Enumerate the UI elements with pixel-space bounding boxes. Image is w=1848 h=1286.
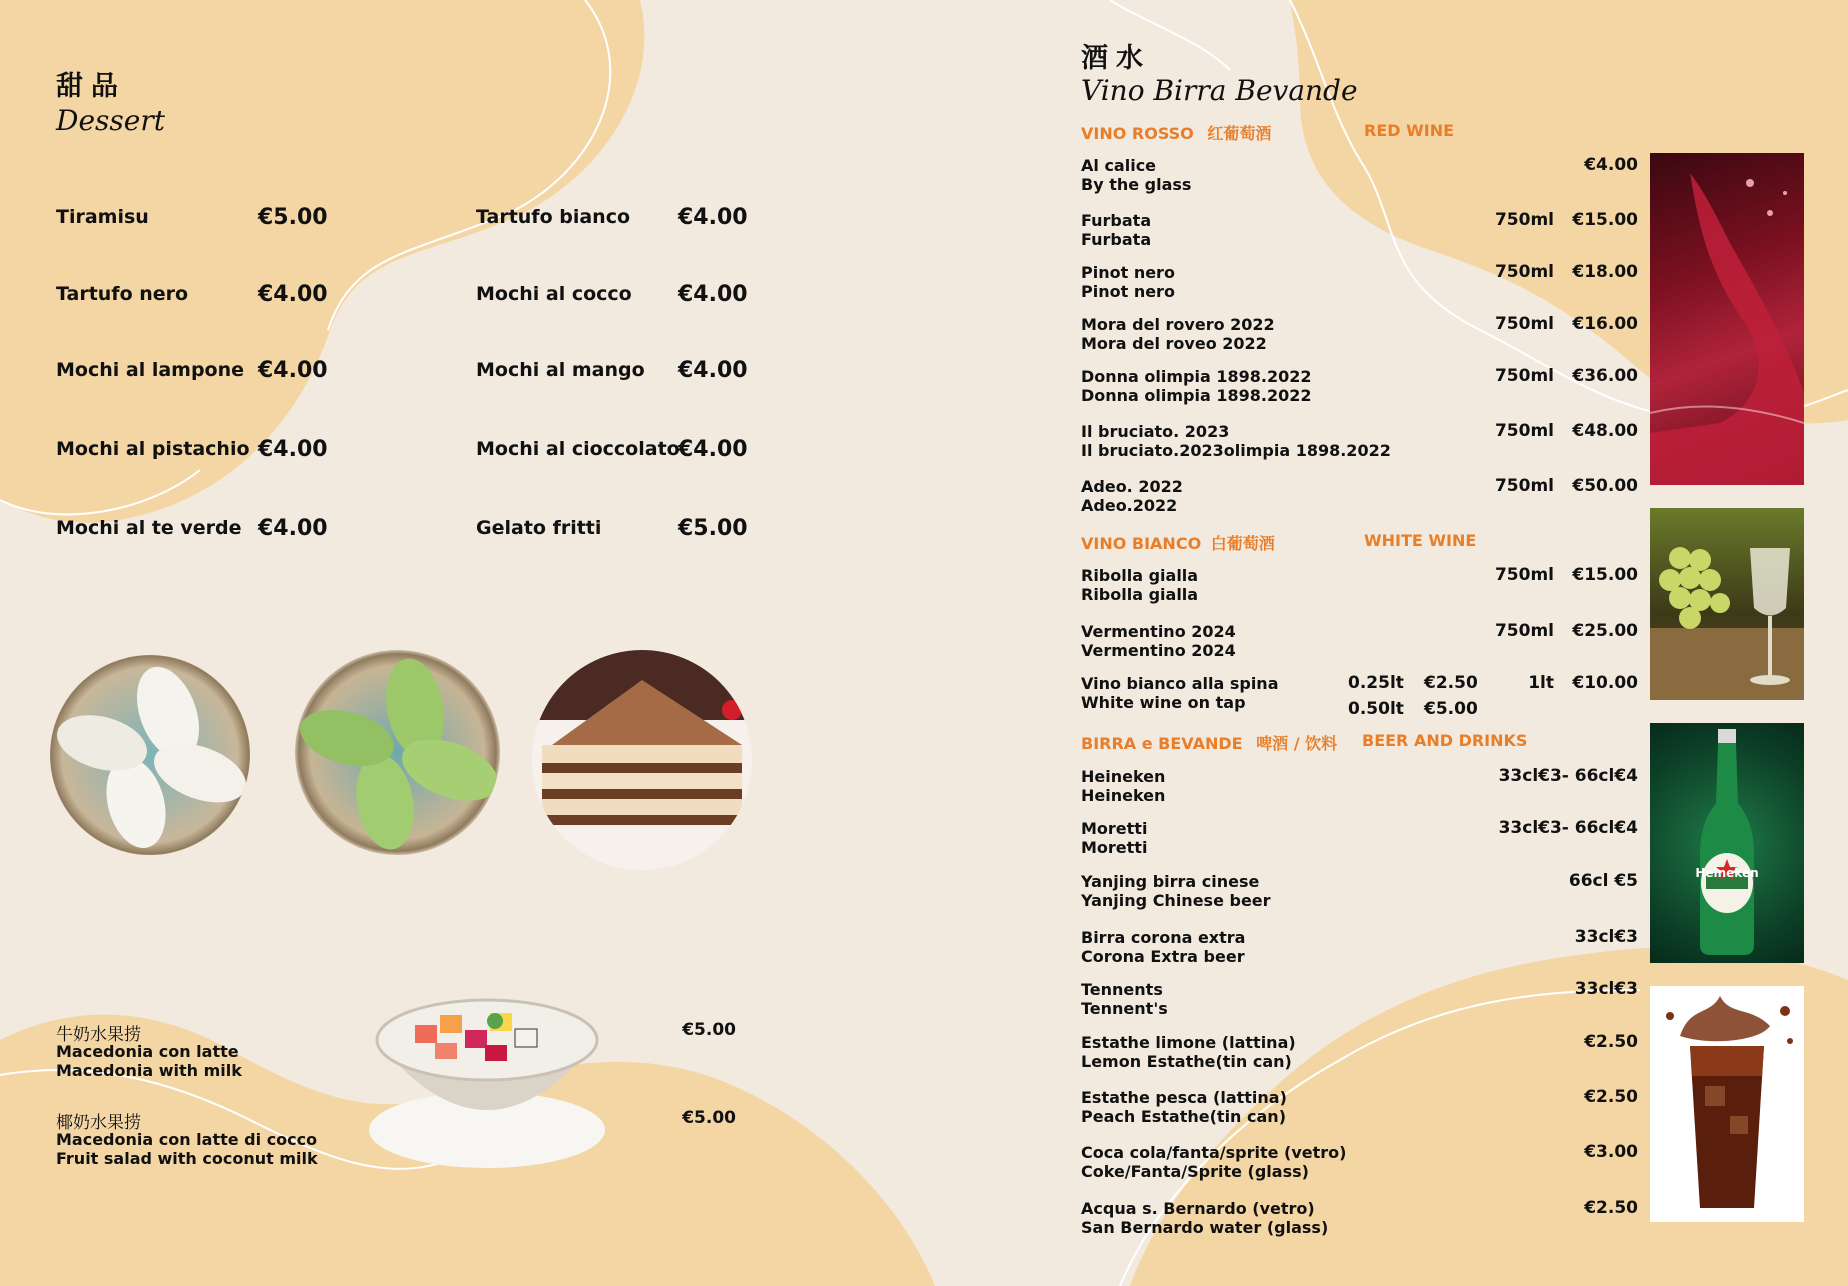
beer-label-en: BEER AND DRINKS	[1362, 731, 1528, 750]
red-wine-label-en: RED WINE	[1364, 121, 1455, 140]
drink-subname: Coke/Fanta/Sprite (glass)	[1081, 1162, 1309, 1181]
mochi-white-icon	[50, 655, 250, 855]
dessert-item-name: Mochi al pistachio	[56, 438, 250, 460]
drink-size: 750ml	[1494, 476, 1554, 496]
drink-name: Adeo. 2022	[1081, 477, 1183, 496]
dessert-item-price: €4.00	[258, 282, 328, 307]
fruit-bowl-icon	[365, 985, 610, 1170]
drink-price: 33cl€3- 66cl€4	[1498, 766, 1638, 786]
drink-subname: Tennent's	[1081, 999, 1168, 1018]
dessert-item-price: €4.00	[678, 282, 748, 307]
drink-price: 33cl€3	[1574, 927, 1638, 947]
drink-price: €2.50	[1584, 1198, 1638, 1218]
mochi-white-photo	[50, 655, 250, 855]
drink-name: Estathe pesca (lattina)	[1081, 1088, 1287, 1107]
drink-subname: Ribolla gialla	[1081, 585, 1199, 604]
drink-price: €15.00	[1572, 210, 1638, 230]
white-wine-label-en: WHITE WINE	[1364, 531, 1477, 550]
macedonia-milk-price: €5.00	[682, 1020, 736, 1040]
white-wine-photo	[1650, 508, 1804, 700]
drink-name: Furbata	[1081, 211, 1152, 230]
drink-subname: Peach Estathe(tin can)	[1081, 1107, 1286, 1126]
drink-price: €16.00	[1572, 314, 1638, 334]
drinks-title-cn: 酒水	[1081, 43, 1151, 74]
drink-size: 750ml	[1494, 262, 1554, 282]
tiramisu-photo	[532, 650, 752, 870]
drink-subname: Il bruciato.2023olimpia 1898.2022	[1081, 441, 1391, 460]
tap-price-medium: €5.00	[1424, 699, 1478, 719]
drink-subname: San Bernardo water (glass)	[1081, 1218, 1329, 1237]
dessert-title-cn: 甜品	[56, 71, 126, 102]
drink-subname: Adeo.2022	[1081, 496, 1178, 515]
drink-price: €4.00	[1584, 155, 1638, 175]
drink-subname: Yanjing Chinese beer	[1081, 891, 1271, 910]
tap-price-small: €2.50	[1424, 673, 1478, 693]
drink-price: 33cl€3	[1574, 979, 1638, 999]
dessert-item-name: Tartufo bianco	[476, 206, 631, 228]
drink-price: 66cl €5	[1568, 871, 1638, 891]
drink-price: €15.00	[1572, 565, 1638, 585]
drink-name: Tennents	[1081, 980, 1163, 999]
white-wine-label-it: VINO BIANCO	[1081, 534, 1202, 553]
drink-price: €25.00	[1572, 621, 1638, 641]
dessert-item-name: Mochi al mango	[476, 359, 645, 381]
drink-subname: Pinot nero	[1081, 282, 1175, 301]
drink-size: 750ml	[1494, 621, 1554, 641]
beer-label-cn: 啤酒 / 饮料	[1256, 734, 1338, 753]
dessert-item-name: Tartufo nero	[56, 283, 189, 305]
drink-name: Moretti	[1081, 819, 1148, 838]
red-wine-label-it: VINO ROSSO	[1081, 124, 1194, 143]
drink-subname: White wine on tap	[1081, 693, 1246, 712]
drinks-title-it: Vino Birra Bevande	[1081, 74, 1358, 107]
drink-subname: Moretti	[1081, 838, 1148, 857]
drink-name: Mora del rovero 2022	[1081, 315, 1275, 334]
beer-label-it: BIRRA e BEVANDE	[1081, 734, 1243, 753]
macedonia-coco-en: Fruit salad with coconut milk	[56, 1149, 318, 1168]
drink-size: 750ml	[1494, 421, 1554, 441]
drink-name: Vino bianco alla spina	[1081, 674, 1279, 693]
dessert-item-name: Mochi al te verde	[56, 517, 242, 539]
drink-subname: Vermentino 2024	[1081, 641, 1236, 660]
dessert-item-price: €4.00	[258, 516, 328, 541]
drink-name: Al calice	[1081, 156, 1157, 175]
drink-size: 750ml	[1494, 210, 1554, 230]
macedonia-coco-it: Macedonia con latte di cocco	[56, 1130, 318, 1149]
drink-price: €2.50	[1584, 1087, 1638, 1107]
tap-size-small: 0.25lt	[1348, 673, 1404, 693]
drink-price: €48.00	[1572, 421, 1638, 441]
dessert-item-price: €5.00	[258, 205, 328, 230]
soda-photo	[1650, 986, 1804, 1222]
tap-price-large: €10.00	[1572, 673, 1638, 693]
dessert-item-name: Tiramisu	[56, 206, 149, 228]
drink-price: €3.00	[1584, 1142, 1638, 1162]
beer-bottle-label: Heineken	[1695, 866, 1759, 880]
mochi-green-icon	[295, 650, 500, 855]
mochi-green-photo	[295, 650, 500, 855]
macedonia-coco-cn: 椰奶水果捞	[56, 1113, 141, 1133]
beer-bottle-icon	[1650, 723, 1804, 963]
wine-pour-icon	[1650, 153, 1804, 485]
dessert-item-price: €4.00	[678, 205, 748, 230]
beer-photo	[1650, 723, 1804, 963]
dessert-item-price: €4.00	[678, 358, 748, 383]
drink-price: €2.50	[1584, 1032, 1638, 1052]
red-wine-label	[1081, 121, 1271, 144]
grapes-glass-icon	[1650, 508, 1804, 700]
tiramisu-icon	[532, 650, 752, 870]
drink-name: Il bruciato. 2023	[1081, 422, 1230, 441]
drink-subname: Corona Extra beer	[1081, 947, 1245, 966]
drink-subname: Lemon Estathe(tin can)	[1081, 1052, 1292, 1071]
dessert-title-it: Dessert	[56, 104, 165, 137]
drink-name: Birra corona extra	[1081, 928, 1246, 947]
cola-glass-icon	[1650, 986, 1804, 1222]
dessert-item-name: Mochi al lampone	[56, 359, 245, 381]
dessert-item-price: €4.00	[678, 437, 748, 462]
macedonia-coco-price: €5.00	[682, 1108, 736, 1128]
drink-name: Estathe limone (lattina)	[1081, 1033, 1296, 1052]
beer-label	[1081, 731, 1337, 754]
drink-price: 33cl€3- 66cl€4	[1498, 818, 1638, 838]
drink-name: Coca cola/fanta/sprite (vetro)	[1081, 1143, 1347, 1162]
macedonia-milk-en: Macedonia with milk	[56, 1061, 242, 1080]
drink-subname: Mora del roveo 2022	[1081, 334, 1267, 353]
dessert-item-name: Gelato fritti	[476, 517, 602, 539]
drink-subname: Furbata	[1081, 230, 1152, 249]
drink-name: Yanjing birra cinese	[1081, 872, 1260, 891]
macedonia-milk-cn: 牛奶水果捞	[56, 1025, 141, 1045]
tap-size-large: 1lt	[1528, 673, 1554, 693]
drink-subname: Donna olimpia 1898.2022	[1081, 386, 1312, 405]
dessert-item-name: Mochi al cioccolato	[476, 438, 680, 460]
tap-size-medium: 0.50lt	[1348, 699, 1404, 719]
red-wine-photo	[1650, 153, 1804, 485]
drink-price: €50.00	[1572, 476, 1638, 496]
drink-subname: Heineken	[1081, 786, 1166, 805]
red-wine-label-cn: 红葡萄酒	[1207, 124, 1272, 143]
drink-name: Vermentino 2024	[1081, 622, 1236, 641]
dessert-item-price: €4.00	[258, 358, 328, 383]
white-wine-label	[1081, 531, 1275, 554]
drink-size: 750ml	[1494, 565, 1554, 585]
drink-subname: By the glass	[1081, 175, 1192, 194]
drink-size: 750ml	[1494, 314, 1554, 334]
drink-price: €36.00	[1572, 366, 1638, 386]
fruit-salad-photo	[365, 985, 610, 1170]
drink-name: Ribolla gialla	[1081, 566, 1199, 585]
drink-size: 750ml	[1494, 366, 1554, 386]
drink-name: Donna olimpia 1898.2022	[1081, 367, 1312, 386]
drink-price: €18.00	[1572, 262, 1638, 282]
drink-name: Heineken	[1081, 767, 1166, 786]
macedonia-milk-it: Macedonia con latte	[56, 1042, 239, 1061]
dessert-item-price: €4.00	[258, 437, 328, 462]
drink-name: Acqua s. Bernardo (vetro)	[1081, 1199, 1315, 1218]
dessert-item-price: €5.00	[678, 516, 748, 541]
dessert-item-name: Mochi al cocco	[476, 283, 632, 305]
white-wine-label-cn: 白葡萄酒	[1210, 534, 1275, 553]
drink-name: Pinot nero	[1081, 263, 1175, 282]
